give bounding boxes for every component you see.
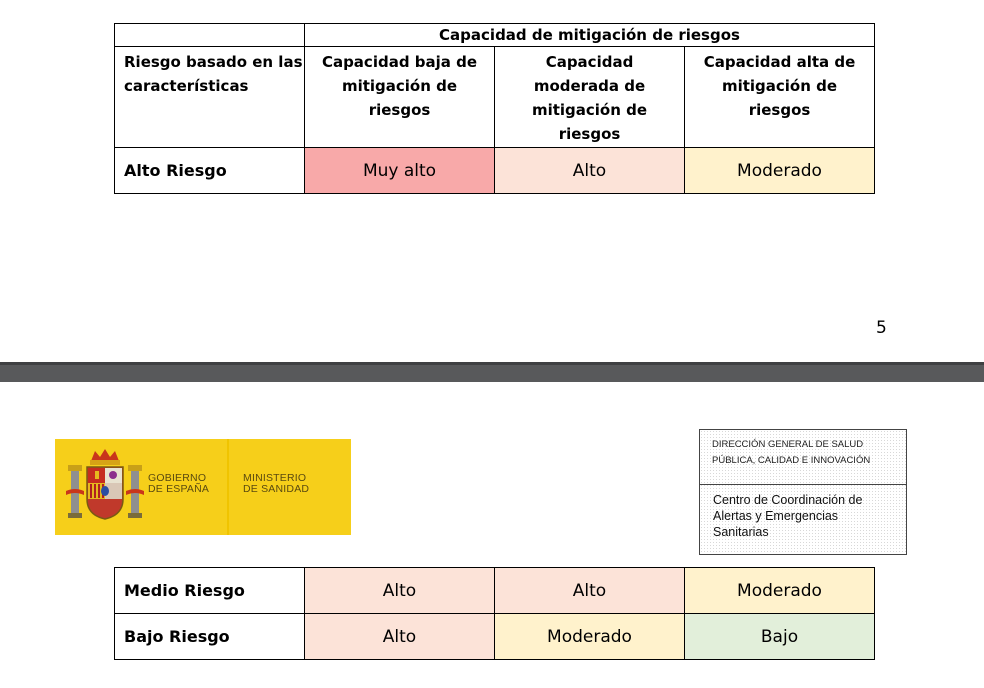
row-label: Medio Riesgo [115, 568, 305, 614]
risk-matrix-table-bottom [114, 567, 875, 660]
column-header-line: moderada de [533, 77, 646, 95]
logo-text-gobierno [148, 473, 209, 495]
risk-cell-moderado: Moderado [685, 568, 875, 614]
column-header-line: Capacidad [545, 53, 634, 71]
risk-cell-alto: Alto [495, 148, 685, 194]
empty-corner-cell [115, 24, 305, 47]
risk-matrix-table-top [114, 23, 875, 194]
logo-line: DE SANIDAD [243, 483, 310, 495]
column-header-low-capacity [305, 47, 495, 148]
page-separator-edge [0, 362, 984, 365]
logo-divider [227, 439, 229, 535]
column-header-line: mitigación de [531, 101, 648, 119]
column-header-line: Capacidad baja de [321, 53, 478, 71]
logo-line: GOBIERNO [148, 472, 207, 484]
centre-line: Alertas y Emergencias [713, 509, 839, 523]
logo-line: MINISTERIO [243, 472, 307, 484]
column-header-line: riesgos [368, 101, 431, 119]
column-header-high-capacity [685, 47, 875, 148]
table-row [115, 614, 875, 660]
row-label: Bajo Riesgo [115, 614, 305, 660]
government-logo [55, 439, 351, 535]
column-header-line: Capacidad alta de [703, 53, 856, 71]
risk-cell-alto: Alto [305, 568, 495, 614]
risk-cell-moderado: Moderado [685, 148, 875, 194]
coat-of-arms-icon [65, 447, 145, 527]
risk-cell-muy-alto: Muy alto [305, 148, 495, 194]
centre-line: Sanitarias [713, 525, 769, 539]
risk-cell-alto: Alto [495, 568, 685, 614]
column-header-line: mitigación de [721, 77, 838, 95]
column-header-line: mitigación de [341, 77, 458, 95]
page-separator [0, 362, 984, 382]
risk-cell-alto: Alto [305, 614, 495, 660]
group-header: Capacidad de mitigación de riesgos [305, 24, 875, 47]
centre-line: Centro de Coordinación de [713, 493, 863, 507]
table-row [115, 568, 875, 614]
column-header-line: riesgos [558, 125, 621, 143]
row-header-label [115, 47, 305, 148]
directorate-header [700, 430, 906, 485]
centre-name [713, 492, 862, 540]
column-header-moderate-capacity [495, 47, 685, 148]
logo-line: DE ESPAÑA [148, 483, 210, 495]
directorate-box [699, 429, 907, 555]
page-number: 5 [876, 318, 887, 338]
table-row [115, 148, 875, 194]
risk-cell-bajo: Bajo [685, 614, 875, 660]
risk-cell-moderado: Moderado [495, 614, 685, 660]
directorate-line: DIRECCIÓN GENERAL DE SALUD [712, 439, 864, 450]
row-header-line: Riesgo basado en las [124, 53, 303, 71]
logo-text-ministerio [243, 473, 309, 495]
row-header-line: características [124, 77, 249, 95]
row-label: Alto Riesgo [115, 148, 305, 194]
column-header-line: riesgos [748, 101, 811, 119]
directorate-line: PÚBLICA, CALIDAD E INNOVACIÓN [712, 455, 871, 466]
